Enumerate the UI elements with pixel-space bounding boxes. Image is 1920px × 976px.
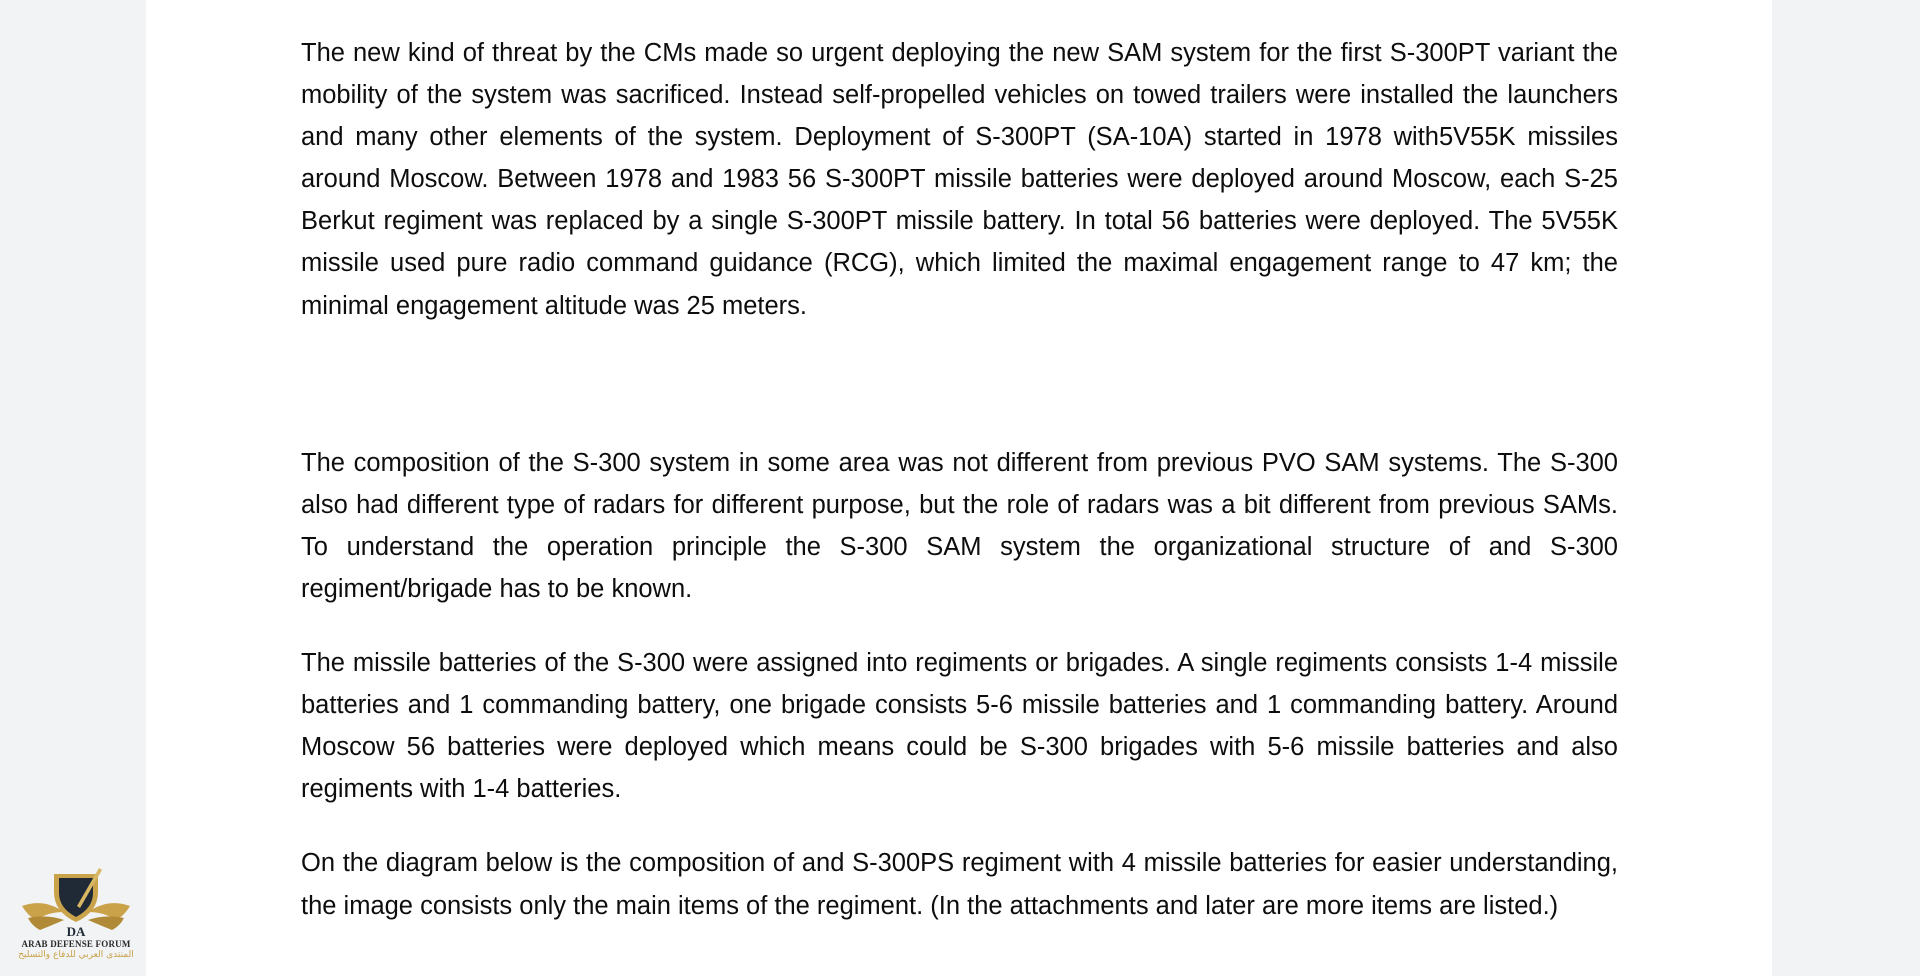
- paragraph-2: The composition of the S-300 system in some area was not different from previous PVO SAM systems. The S-300 also had different type of radars for different purpose, but the role of radars was a bit different from previous SAMs. To understand the operation principle the S-300 SAM system the organizational structure of and S-300 regiment/brigade has to be known.: [301, 448, 1618, 603]
- watermark-title: ARAB DEFENSE FORUM: [21, 939, 131, 949]
- watermark-subtitle: المنتدى العربي للدفاع والتسليح: [18, 950, 134, 960]
- paragraph-4: On the diagram below is the composition of and S-300PS regiment with 4 missile batteries for easier understanding, the image consists only the main items of the regiment. (In the attachments and later are more items are listed.): [301, 849, 1618, 920]
- document-page: [146, 0, 1772, 976]
- watermark-logo: [8, 868, 144, 976]
- document-content: [301, 32, 1618, 927]
- eagle-shield-icon: [14, 868, 138, 938]
- paragraph-3: The missile batteries of the S-300 were assigned into regiments or brigades. A single regiments consists 1-4 missile batteries and 1 commanding battery, one brigade consists 5-6 missile batteries and 1 commanding battery. Around Moscow 56 batteries were deployed which means could be S-300 brigades with 5-6 missile batteries and also regiments with 1-4 batteries.: [301, 649, 1618, 804]
- paragraph-1: The new kind of threat by the CMs made so urgent deploying the new SAM system for the first S-300PT variant the mobility of the system was sacrificed. Instead self-propelled vehicles on towed trailers were installed the launchers and many other elements of the system. Deployment of S-300PT (SA-10A) started in 1978 with5V55K missiles around Moscow. Between 1978 and 1983 56 S-300PT missile batteries were deployed around Moscow, each S-25 Berkut regiment was replaced by a single S-300PT missile battery. In total 56 batteries were deployed. The 5V55K missile used pure radio command guidance (RCG), which limited the maximal engagement range to 47 km; the minimal engagement altitude was 25 meters.: [301, 39, 1618, 320]
- watermark-letters: DA: [66, 924, 86, 938]
